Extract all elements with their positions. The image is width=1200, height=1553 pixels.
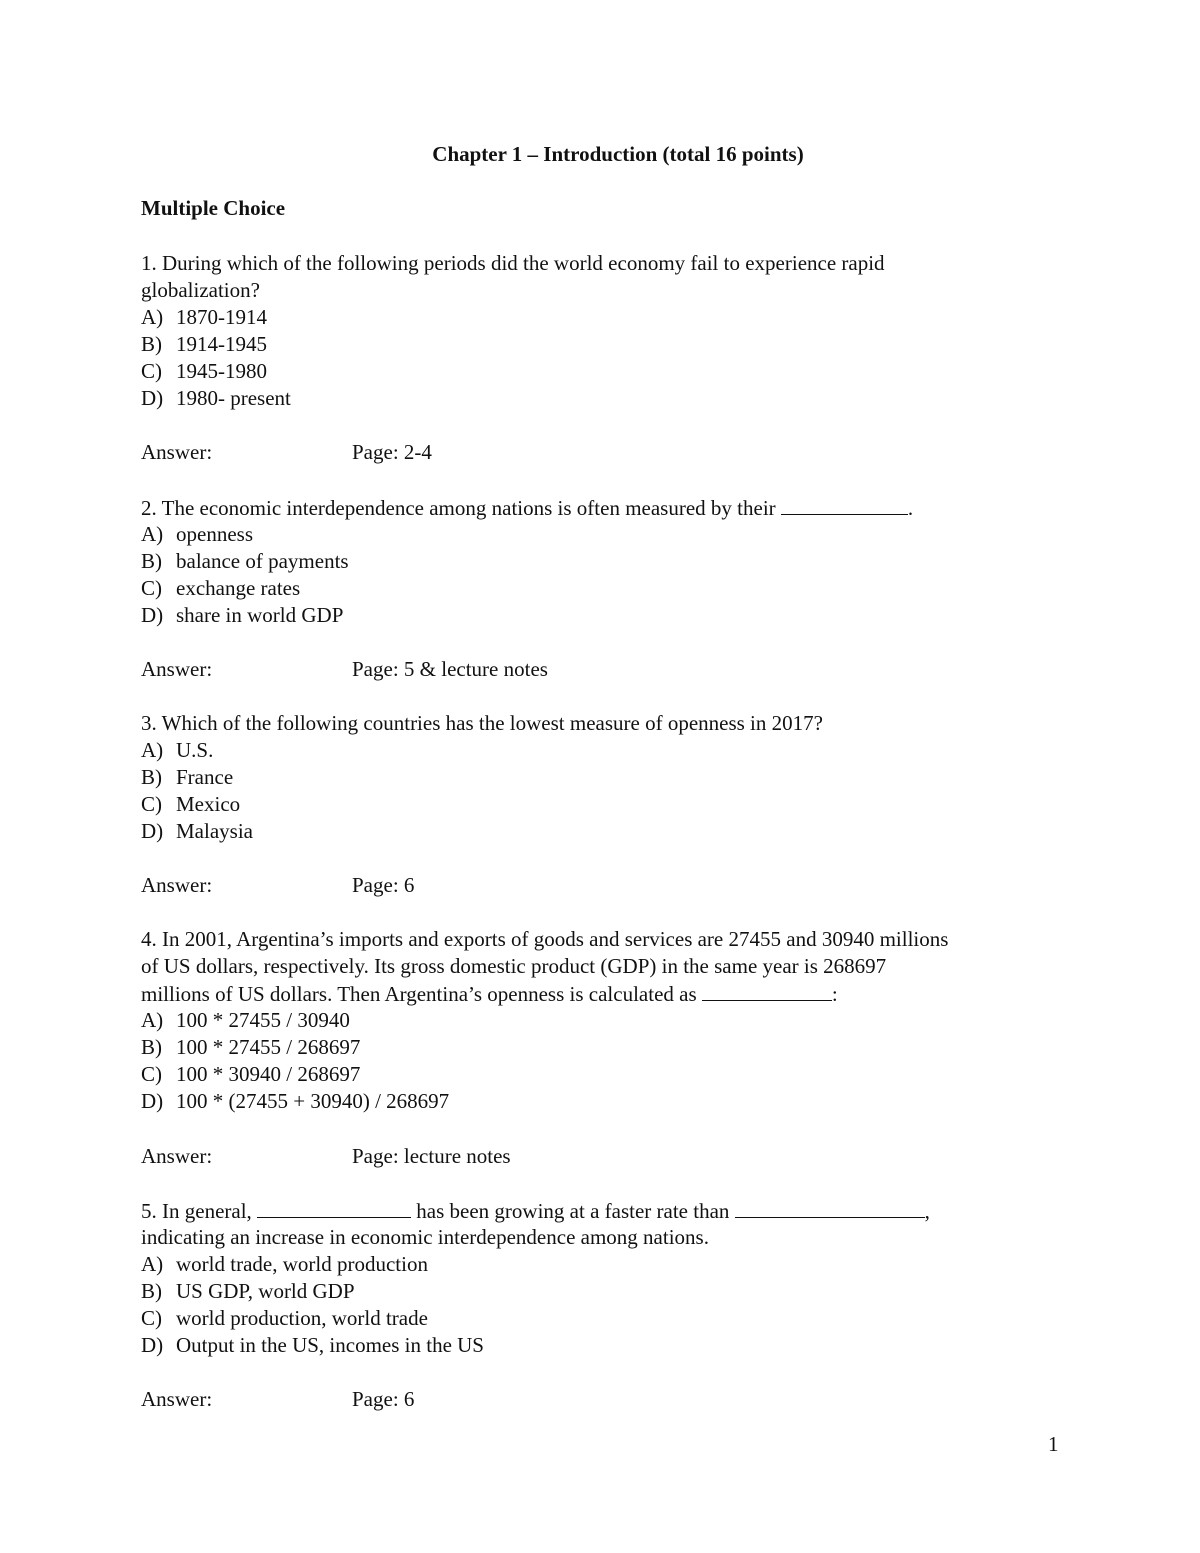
question-1-line-2: globalization?: [141, 278, 260, 302]
question-2-option-d: D) share in world GDP: [141, 603, 344, 627]
question-3-option-a: A) U.S.: [141, 738, 214, 762]
question-4-line-2: of US dollars, respectively. Its gross domestic product (GDP) in the same year is 268697: [141, 954, 887, 978]
question-2-option-b: B) balance of payments: [141, 549, 349, 573]
question-5-line-1: 5. In general, has been growing at a faster rate than ,: [141, 1199, 930, 1223]
question-5-option-a: A) world trade, world production: [141, 1252, 428, 1276]
question-5-option-d: D) Output in the US, incomes in the US: [141, 1333, 484, 1357]
question-4-answer: Answer: Page: lecture notes: [141, 1144, 511, 1168]
question-1-option-d: D) 1980- present: [141, 386, 291, 410]
question-5-option-c: C) world production, world trade: [141, 1306, 428, 1330]
chapter-title: Chapter 1 – Introduction (total 16 points): [432, 142, 804, 166]
question-2-option-c: C) exchange rates: [141, 576, 301, 600]
question-4-option-d: D) 100 * (27455 + 30940) / 268697: [141, 1089, 450, 1113]
question-3-line-1: 3. Which of the following countries has the lowest measure of openness in 2017?: [141, 711, 823, 735]
question-3-option-b: B) France: [141, 765, 234, 789]
question-3-answer: Answer: Page: 6: [141, 873, 415, 897]
question-4-option-c: C) 100 * 30940 / 268697: [141, 1062, 361, 1086]
answer-blank: [735, 1197, 925, 1218]
question-3-option-d: D) Malaysia: [141, 819, 253, 843]
question-2-answer: Answer: Page: 5 & lecture notes: [141, 657, 548, 681]
answer-blank: [781, 494, 908, 515]
question-4-option-b: B) 100 * 27455 / 268697: [141, 1035, 361, 1059]
question-1-answer: Answer: Page: 2-4: [141, 440, 432, 464]
question-4-option-a: A) 100 * 27455 / 30940: [141, 1008, 350, 1032]
answer-blank: [702, 980, 832, 1001]
question-1-option-a: A) 1870-1914: [141, 305, 267, 329]
question-1-option-b: B) 1914-1945: [141, 332, 267, 356]
question-5-option-b: B) US GDP, world GDP: [141, 1279, 355, 1303]
question-4-line-1: 4. In 2001, Argentina’s imports and exports of goods and services are 27455 and 30940 millions: [141, 927, 949, 951]
question-1-line-1: 1. During which of the following periods did the world economy fail to experience rapid: [141, 251, 885, 275]
answer-blank: [257, 1197, 411, 1218]
question-2-option-a: A) openness: [141, 522, 253, 546]
question-2-line-1: 2. The economic interdependence among nations is often measured by their .: [141, 496, 914, 520]
page-number: 1: [1048, 1432, 1059, 1456]
question-5-answer: Answer: Page: 6: [141, 1387, 415, 1411]
question-5-line-2: indicating an increase in economic interdependence among nations.: [141, 1225, 709, 1249]
question-3-option-c: C) Mexico: [141, 792, 241, 816]
question-4-line-3: millions of US dollars. Then Argentina’s openness is calculated as :: [141, 982, 838, 1006]
question-1-option-c: C) 1945-1980: [141, 359, 267, 383]
section-heading: Multiple Choice: [141, 196, 286, 220]
